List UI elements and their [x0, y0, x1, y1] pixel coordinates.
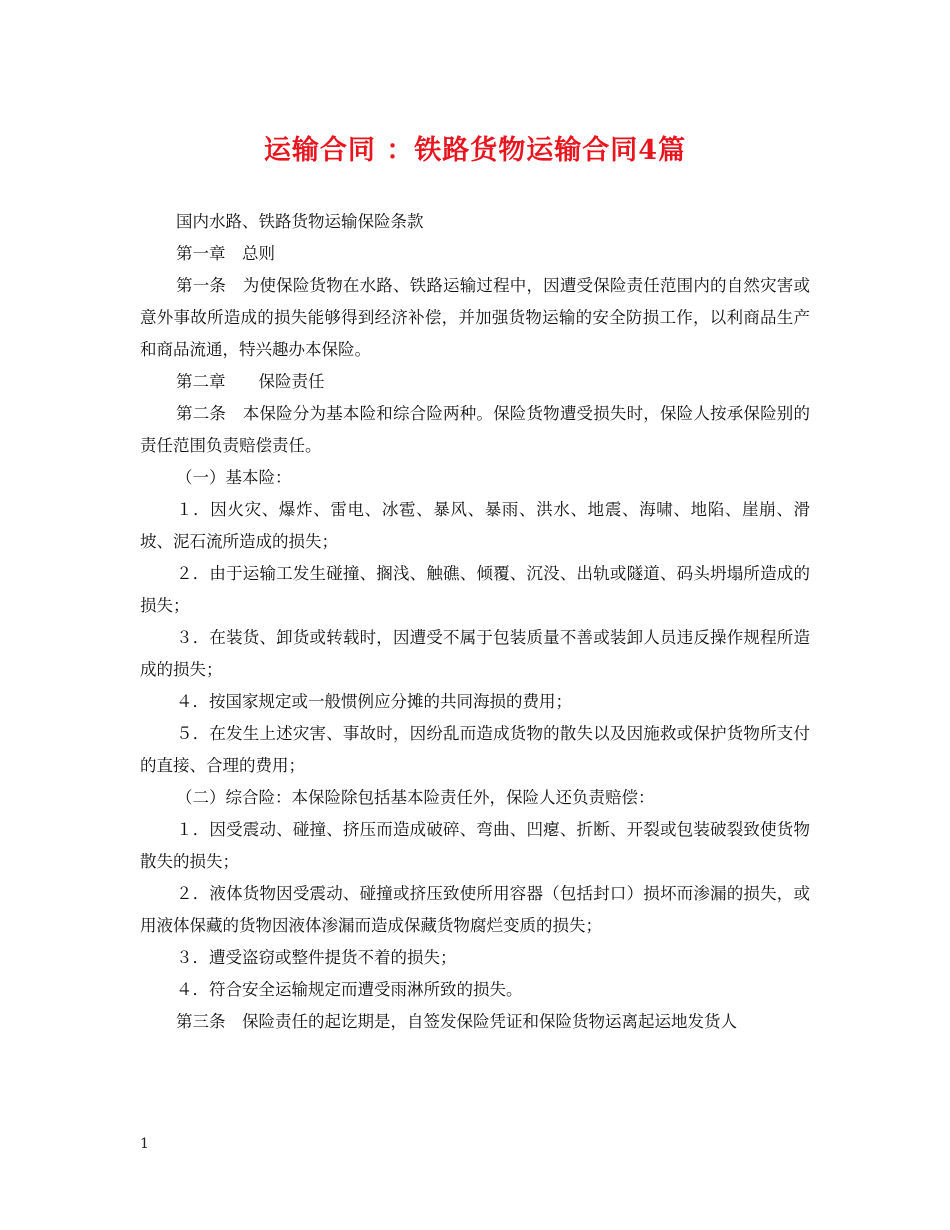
paragraph-comprehensive-insurance: （二）综合险：本保险除包括基本险责任外，保险人还负责赔偿：: [176, 788, 655, 807]
paragraph-basic-item-1: １．因火灾、爆炸、雷电、冰雹、暴风、暴雨、洪水、地震、海啸、地陷、崖崩、滑坡、泥石流所造成的损失；: [140, 500, 810, 551]
paragraph-basic-insurance: （一）基本险：: [176, 468, 292, 487]
paragraph-article-3: 第三条 保险责任的起讫期是，自签发保险凭证和保险货物运离起运地发货人: [176, 1012, 737, 1031]
paragraph-basic-item-5: ５．在发生上述灾害、事故时，因纷乱而造成货物的散失以及因施救或保护货物所支付的直接、合理的费用；: [140, 724, 810, 775]
paragraph-comprehensive-item-4: ４．符合安全运输规定而遭受雨淋所致的损失。: [176, 980, 523, 999]
paragraph-article-1: 第一条 为使保险货物在水路、铁路运输过程中，因遭受保险责任范围内的自然灾害或意外事故所造成的损失能够得到经济补偿，并加强货物运输的安全防损工作，以利商品生产和商品流通，特兴趣办本保险。: [140, 276, 810, 359]
paragraph-article-2: 第二条 本保险分为基本险和综合险两种。保险货物遭受损失时，保险人按承保险别的责任范围负责赔偿责任。: [140, 404, 810, 455]
paragraph-basic-item-2: ２．由于运输工发生碰撞、搁浅、触礁、倾覆、沉没、出轨或隧道、码头坍塌所造成的损失；: [140, 564, 810, 615]
document-title: 运输合同 ：铁路货物运输合同4篇: [263, 135, 687, 166]
paragraph-chapter-1: 第一章 总则: [176, 244, 275, 263]
paragraph-basic-item-3: ３．在装货、卸货或转载时，因遭受不属于包装质量不善或装卸人员违反操作规程所造成的损失；: [140, 628, 810, 679]
paragraph-heading: 国内水路、铁路货物运输保险条款: [176, 212, 424, 231]
paragraph-comprehensive-item-1: １．因受震动、碰撞、挤压而造成破碎、弯曲、凹瘪、折断、开裂或包装破裂致使货物散失的损失；: [140, 820, 810, 871]
page-number: 1: [140, 1136, 149, 1152]
paragraph-comprehensive-item-3: ３．遭受盗窃或整件提货不着的损失；: [176, 948, 457, 967]
paragraph-comprehensive-item-2: ２．液体货物因受震动、碰撞或挤压致使所用容器（包括封口）损坏而渗漏的损失，或用液体保藏的货物因液体渗漏而造成保藏货物腐烂变质的损失；: [140, 884, 810, 935]
paragraph-basic-item-4: ４．按国家规定或一般惯例应分摊的共同海损的费用；: [176, 692, 572, 711]
document-body: [140, 206, 810, 1038]
paragraph-chapter-2: 第二章 保险责任: [176, 372, 325, 391]
